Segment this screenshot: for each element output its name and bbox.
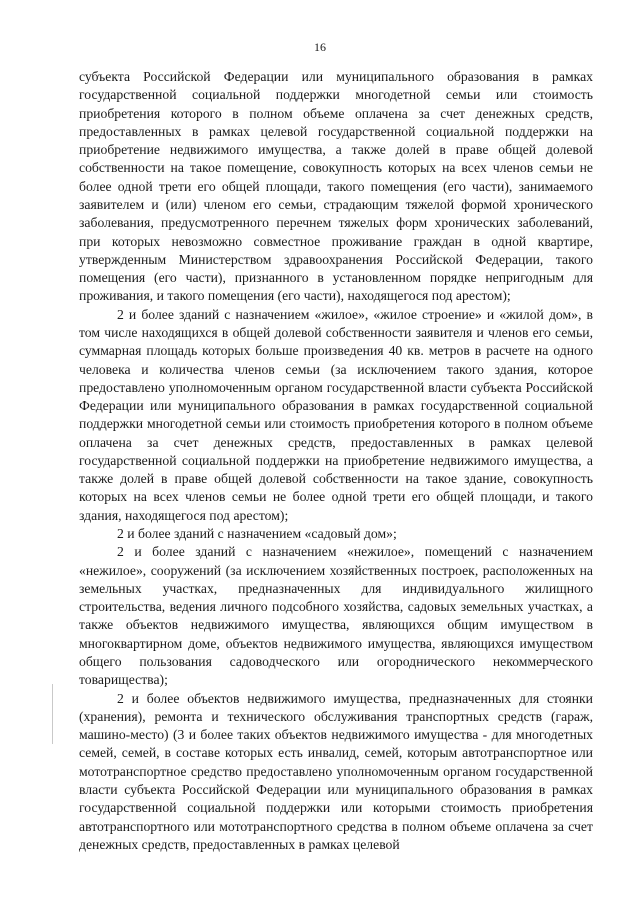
page-number: 16 (314, 40, 326, 54)
paragraph-non-residential: 2 и более зданий с назначением «нежилое», помещений с назначением «нежилое», сооружений (за исключением хозяйственных построек, расположенных на земельных участках, предназначенных для индивидуального жилищного строительства, ведения личного подсобного хозяйства, садовых земельных участках, а также объектов недвижимого имущества, являющихся общим имуществом в многоквартирном доме, объектов недвижимого имущества, являющихся имуществом общего пользования садоводческого или огороднического некоммерческого товарищества); (79, 544, 593, 688)
paragraph-garages: 2 и более объектов недвижимого имущества, предназначенных для стоянки (хранения), ремонта и технического обслуживания транспортных средств (гараж, машино-место) (3 и более таких объектов недвижимого имущества - для многодетных семей, семей, в составе которых есть инвалид, семей, которым автотранспортное или мототранспортное средство предоставлено уполномоченным органом государственной власти субъекта Российской Федерации или муниципального образования в рамках государственной социальной поддержки или которыми стоимость приобретения автотранспортного или мототранспортного средства в полном объеме оплачена за счет денежных средств, предоставленных в рамках целевой (79, 690, 593, 852)
margin-mark (52, 684, 53, 744)
document-body (79, 68, 593, 854)
paragraph-residential-buildings: 2 и более зданий с назначением «жилое», «жилое строение» и «жилой дом», в том числе находящихся в общей долевой собственности заявителя и членов его семьи, суммарная площадь которых больше произведения 40 кв. метров в расчете на одного человека и количества членов семьи (за исключением такого здания, которое предоставлено уполномоченным органом государственной власти субъекта Российской Федерации или муниципального образования в рамках государственной социальной поддержки многодетной семьи или стоимость приобретения которого в полном объеме оплачена за счет денежных средств, предоставленных в рамках целевой государственной социальной поддержки на приобретение недвижимого имущества, а также долей в праве общей долевой собственности на такое здание, совокупность которых на всех членов семьи не более одной трети его общей площади, и такого здания, находящегося под арестом); (79, 306, 593, 523)
paragraph-garden-houses: 2 и более зданий с назначением «садовый дом»; (117, 526, 397, 542)
paragraph-continuation: субъекта Российской Федерации или муниципального образования в рамках государственной социальной поддержки многодетной семьи или стоимость приобретения которого в полном объеме оплачена за счет денежных средств, предоставленных в рамках целевой государственной социальной поддержки на приобретение недвижимого имущества, а также долей в праве общей долевой собственности на такое помещение, совокупность которых на всех членов семьи не более одной трети его общей площади, такого помещения (его части), занимаемого заявителем и (или) членом его семьи, страдающим тяжелой формой хронического заболевания, предусмотренного перечнем тяжелых форм хронических заболеваний, при которых невозможно совместное проживание граждан в одной квартире, утвержденным Министерством здравоохранения Российской Федерации, такого помещения (его части), признанного в установленном порядке непригодным для проживания, и такого помещения (его части), находящегося под арестом); (79, 69, 593, 304)
